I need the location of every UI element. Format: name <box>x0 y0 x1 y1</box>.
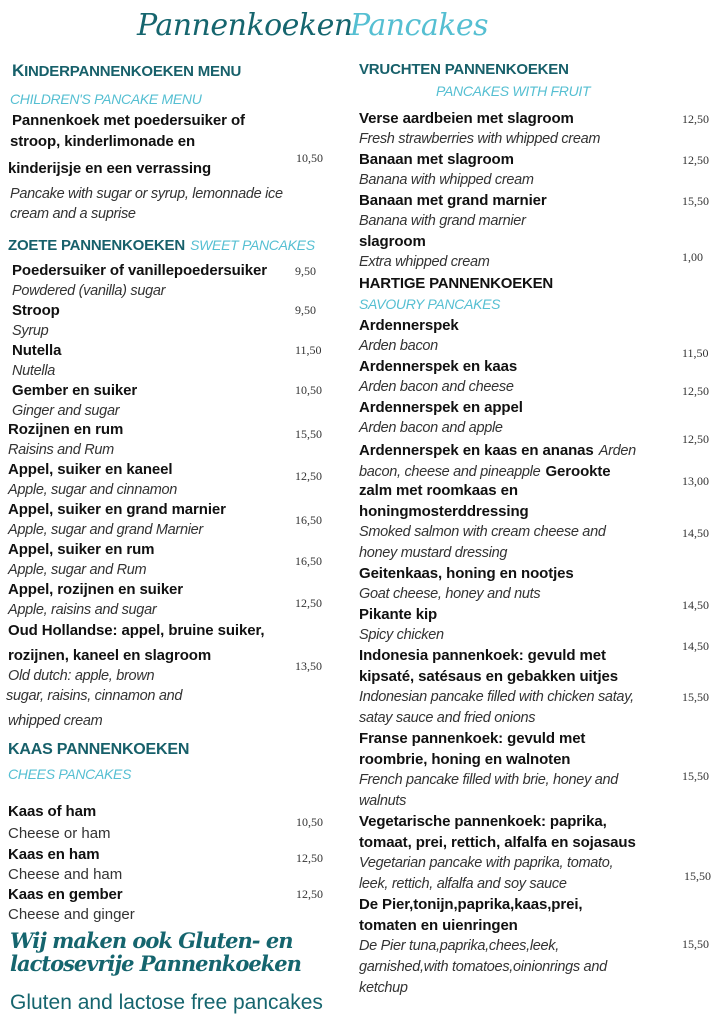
menu-item-translation: Spicy chicken <box>359 627 444 643</box>
menu-item-translation-end: bacon, cheese and pineapple <box>359 464 541 480</box>
section-title-hartige: HARTIGE PANNENKOEKEN <box>359 275 554 292</box>
menu-item-name: Appel, rozijnen en suiker <box>8 581 184 598</box>
menu-item-translation: Syrup <box>12 323 49 339</box>
menu-item-price: 12,50 <box>682 112 709 126</box>
gluten-free-notice-line2: lactosevrije Pannenkoeken <box>10 951 301 976</box>
menu-item-name: Rozijnen en rum <box>8 421 124 438</box>
menu-item-price: 12,50 <box>682 432 709 446</box>
menu-item-name: Kaas en gember <box>8 886 123 903</box>
section-title-kinder <box>12 61 241 81</box>
menu-item-name-line1: De Pier,tonijn,paprika,kaas,prei, <box>359 896 583 913</box>
menu-item-ananas-line2 <box>359 461 611 480</box>
menu-item-name: Pikante kip <box>359 606 438 623</box>
section-subtitle-kaas: CHEES PANCAKES <box>8 766 132 782</box>
menu-title-dutch: Pannenkoeken <box>137 8 353 43</box>
menu-item-name: Gember en suiker <box>12 382 138 399</box>
kinder-item-nl-line3: kinderijsje en een verrassing <box>8 160 212 177</box>
menu-item-translation: Raisins and Rum <box>8 442 114 458</box>
menu-item-price: 15,50 <box>682 937 709 951</box>
menu-item-name-line2: kipsaté, satésaus en gebakken uitjes <box>359 668 619 685</box>
kinder-item-nl-line2: stroop, kinderlimonade en <box>10 133 196 150</box>
section-title-zoete: ZOETE PANNENKOEKEN <box>8 237 185 254</box>
menu-item-translation-line3: ketchup <box>359 980 408 996</box>
menu-item-name-line2: tomaat, prei, rettich, alfalfa en sojasaus <box>359 834 636 851</box>
menu-item-price: 10,50 <box>295 383 322 397</box>
menu-item-name: Ardennerspek en kaas <box>359 358 518 375</box>
section-subtitle-kinder: CHILDREN'S PANCAKE MENU <box>10 91 202 107</box>
menu-item-translation-line3: whipped cream <box>8 713 103 729</box>
menu-item-price: 14,50 <box>682 639 709 653</box>
menu-item-name: Geitenkaas, honing en nootjes <box>359 565 574 582</box>
menu-item-translation-line2: leek, rettich, alfalfa and soy sauce <box>359 876 567 892</box>
menu-item-translation: Apple, sugar and Rum <box>8 562 147 578</box>
menu-item-translation-line2: walnuts <box>359 793 407 809</box>
menu-item-price: 12,50 <box>682 153 709 167</box>
menu-item-price: 15,50 <box>682 690 709 704</box>
menu-item-translation: Apple, sugar and grand Marnier <box>8 522 203 538</box>
menu-item-translation-line1: Old dutch: apple, brown <box>8 668 155 684</box>
menu-item-translation-line2: honey mustard dressing <box>359 545 508 561</box>
menu-item-translation: Banana with grand marnier <box>359 213 526 229</box>
menu-item-translation-line1: Indonesian pancake filled with chicken satay, <box>359 689 634 705</box>
menu-item-name: Nutella <box>12 342 62 359</box>
gluten-free-notice-line1: Wij maken ook Gluten- en <box>10 928 293 953</box>
menu-item-name-line1: Vegetarische pannenkoek: paprika, <box>359 813 607 830</box>
menu-item-price: 16,50 <box>295 554 322 568</box>
menu-item-price: 11,50 <box>682 346 709 360</box>
menu-item-translation: Arden bacon and apple <box>359 420 503 436</box>
menu-item-translation: Goat cheese, honey and nuts <box>359 586 541 602</box>
menu-item-translation: Nutella <box>12 363 56 379</box>
menu-item-price: 12,50 <box>295 596 322 610</box>
menu-item-price: 12,50 <box>295 469 322 483</box>
section-title-kaas: KAAS PANNENKOEKEN <box>8 741 190 758</box>
menu-item-translation: Arden bacon and cheese <box>359 379 514 395</box>
menu-item-translation-line1: De Pier tuna,paprika,chees,leek, <box>359 938 559 954</box>
menu-item-name: Ardennerspek en kaas en ananas <box>359 442 594 459</box>
menu-item-name: Kaas of ham <box>8 803 97 820</box>
menu-item-price: 16,50 <box>295 513 322 527</box>
kinder-item-en-line2: cream and a suprise <box>10 206 136 222</box>
menu-item-name-line1: Indonesia pannenkoek: gevuld met <box>359 647 606 664</box>
section-header-zoete <box>8 235 315 254</box>
menu-item-name: Appel, suiker en kaneel <box>8 461 173 478</box>
menu-item-name: Appel, suiker en grand marnier <box>8 501 226 518</box>
menu-item-name: Ardennerspek <box>359 317 459 334</box>
menu-item-name: Ardennerspek en appel <box>359 399 523 416</box>
menu-item-name: Poedersuiker of vanillepoedersuiker <box>12 262 267 279</box>
section-title-vruchten: VRUCHTEN PANNENKOEKEN <box>359 61 569 78</box>
menu-item-price: 15,50 <box>682 769 709 783</box>
menu-item-translation-line1: French pancake filled with brie, honey and <box>359 772 619 788</box>
menu-item-price: 12,50 <box>296 851 323 865</box>
menu-item-name: Banaan met grand marnier <box>359 192 547 209</box>
menu-item-ananas-line1 <box>359 440 636 459</box>
menu-item-translation: Fresh strawberries with whipped cream <box>359 131 601 147</box>
menu-item-name-line2: zalm met roomkaas en <box>359 482 518 499</box>
menu-item-translation: Cheese or ham <box>8 825 111 842</box>
menu-item-translation: Apple, sugar and cinnamon <box>8 482 178 498</box>
menu-item-name-line1: Oud Hollandse: appel, bruine suiker, <box>8 622 265 639</box>
menu-item-price: 15,50 <box>684 869 711 883</box>
menu-item-translation-line1: Vegetarian pancake with paprika, tomato, <box>359 855 614 871</box>
kinder-item-price: 10,50 <box>296 151 323 165</box>
menu-item-price: 12,50 <box>296 887 323 901</box>
menu-item-price: 14,50 <box>682 526 709 540</box>
menu-item-name-line2: roombrie, honing en walnoten <box>359 751 571 768</box>
menu-item-price: 11,50 <box>295 343 322 357</box>
kinder-item-nl-line1: Pannenkoek met poedersuiker of <box>12 112 245 129</box>
menu-item-price: 10,50 <box>296 815 323 829</box>
menu-item-name-line1: Franse pannenkoek: gevuld met <box>359 730 586 747</box>
menu-item-translation: Ginger and sugar <box>12 403 120 419</box>
section-subtitle-zoete: SWEET PANCAKES <box>190 237 315 253</box>
menu-item-translation: Apple, raisins and sugar <box>8 602 157 618</box>
section-subtitle-vruchten: PANCAKES WITH FRUIT <box>436 83 591 99</box>
menu-item-name: Banaan met slagroom <box>359 151 514 168</box>
menu-item-price: 12,50 <box>682 384 709 398</box>
menu-item-translation-line2: satay sauce and fried onions <box>359 710 536 726</box>
menu-item-price: 1,00 <box>682 250 703 264</box>
menu-item-price: 13,00 <box>682 474 709 488</box>
menu-item-translation: Banana with whipped cream <box>359 172 534 188</box>
section-title-rest: INDERPANNENKOEKEN MENU <box>24 63 242 80</box>
menu-item-name: Kaas en ham <box>8 846 100 863</box>
menu-item-name: Appel, suiker en rum <box>8 541 155 558</box>
kinder-item-en-line1: Pancake with sugar or syrup, lemonnade ice <box>10 186 283 202</box>
menu-item-translation-line1: Smoked salmon with cream cheese and <box>359 524 606 540</box>
menu-item-translation: Cheese and ham <box>8 866 123 883</box>
menu-item-price: 15,50 <box>682 194 709 208</box>
menu-item-translation: Cheese and ginger <box>8 906 135 923</box>
menu-item-price: 9,50 <box>295 264 316 278</box>
menu-item-name: Stroop <box>12 302 60 319</box>
menu-item-translation-line2: garnished,with tomatoes,oinionrings and <box>359 959 607 975</box>
section-title-initial: K <box>12 61 25 80</box>
menu-item-price: 14,50 <box>682 598 709 612</box>
menu-item-price: 15,50 <box>295 427 322 441</box>
menu-item-translation-line2: sugar, raisins, cinnamon and <box>6 688 183 704</box>
menu-item-name-zalm-start: Gerookte <box>545 463 611 480</box>
menu-item-translation: Arden bacon <box>359 338 438 354</box>
section-subtitle-hartige: SAVOURY PANCAKES <box>359 296 501 312</box>
menu-item-name: slagroom <box>359 233 426 250</box>
menu-item-price: 9,50 <box>295 303 316 317</box>
menu-item-translation: Extra whipped cream <box>359 254 490 270</box>
menu-item-name: Verse aardbeien met slagroom <box>359 110 574 127</box>
menu-item-name-line3: honingmosterddressing <box>359 503 529 520</box>
menu-item-translation: Powdered (vanilla) sugar <box>12 283 166 299</box>
menu-title-english: Pancakes <box>350 8 489 43</box>
menu-item-price: 13,50 <box>295 659 322 673</box>
menu-item-name-line2: rozijnen, kaneel en slagroom <box>8 647 212 664</box>
menu-item-name-line2: tomaten en uienringen <box>359 917 518 934</box>
menu-item-translation-start: Arden <box>598 443 636 459</box>
gluten-free-notice-english: Gluten and lactose free pancakes <box>10 991 323 1014</box>
